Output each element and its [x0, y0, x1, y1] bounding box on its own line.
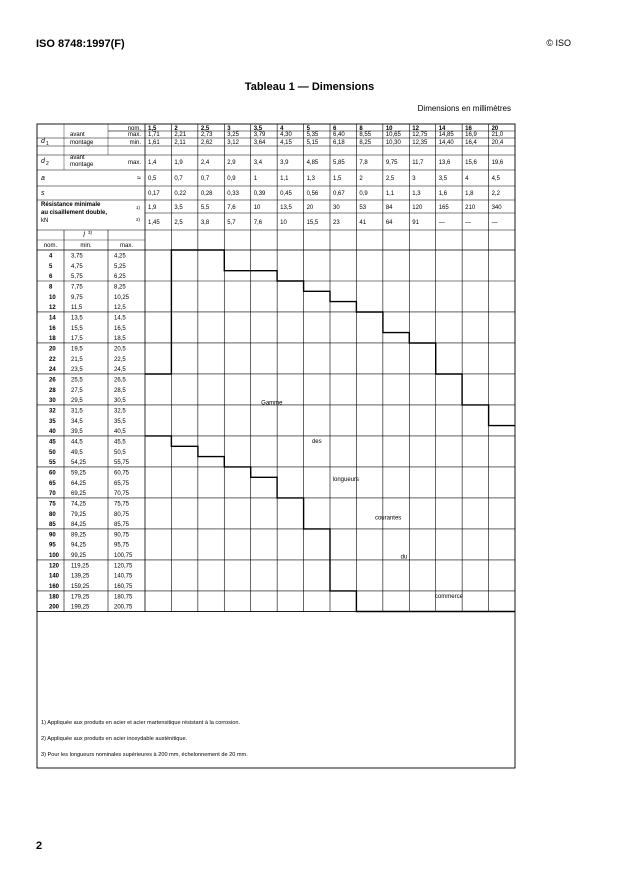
a-value: 2,5	[385, 176, 395, 182]
a-value: 0,5	[148, 176, 157, 182]
length-nom: 95	[49, 542, 56, 549]
s-value: 0,9	[359, 191, 368, 197]
shear-label: kN	[41, 218, 49, 224]
d2-max-value: 19,6	[491, 160, 504, 166]
length-min: 79,25	[71, 511, 87, 518]
length-min: 84,25	[71, 522, 87, 529]
length-min: 119,25	[71, 563, 89, 570]
d1-max-value: 3,25	[227, 132, 239, 138]
d1-max-value: 5,35	[306, 132, 319, 138]
d2-phase: montage	[70, 162, 94, 168]
d2-max-value: 2,4	[200, 160, 210, 166]
a-symbol: a	[41, 175, 45, 182]
a-value: 1,1	[280, 176, 289, 182]
length-max: 80,75	[114, 511, 130, 518]
footnote: 1) Appliquée aux produits en acier et acier martensitique résistant à la corrosion.	[41, 720, 240, 726]
nominal-size: 3,5	[253, 126, 263, 132]
range-word: des	[311, 438, 322, 445]
length-min: 59,25	[71, 470, 87, 477]
length-nom: 30	[49, 398, 56, 405]
length-nom: 4	[49, 253, 53, 260]
length-max: 35,5	[114, 418, 126, 425]
length-nom: 12	[49, 305, 56, 312]
length-max: 18,5	[114, 336, 126, 343]
d1-min-value: 14,40	[438, 140, 454, 146]
length-min: 139,25	[71, 573, 90, 580]
l-min-label: min.	[80, 243, 92, 249]
shear-value: 10	[280, 220, 287, 226]
length-min: 4,75	[71, 263, 83, 270]
d2-max-value: 15,6	[465, 160, 477, 166]
d2-max-value: 4,85	[306, 160, 319, 166]
length-nom: 32	[49, 408, 56, 415]
nominal-size: 4	[280, 126, 284, 132]
length-min: 17,5	[71, 336, 83, 343]
shear-value: 7,6	[253, 220, 263, 226]
length-max: 22,5	[114, 356, 126, 363]
d1-min-value: 3,12	[227, 140, 239, 146]
d1-phase: avant	[70, 132, 85, 138]
length-nom: 5	[49, 263, 53, 270]
s-value: 0,28	[200, 191, 213, 197]
s-value: 0,67	[333, 191, 345, 197]
length-nom: 180	[49, 594, 60, 601]
d1-min-value: 10,30	[385, 140, 401, 146]
length-max: 20,5	[114, 346, 126, 353]
shear-value: 84	[385, 205, 393, 211]
length-max: 12,5	[114, 305, 126, 312]
footnote: 3) Pour les longueurs nominales supérieures à 200 mm, échelonnement de 20 mm.	[41, 752, 248, 758]
d1-max-value: 4,30	[280, 132, 292, 138]
d1-symbol-sub: 1	[46, 141, 49, 147]
length-max: 55,75	[114, 460, 130, 467]
length-nom: 18	[49, 336, 56, 343]
shear-value: 91	[412, 220, 419, 226]
length-max: 50,5	[114, 449, 126, 456]
shear-value: 2,5	[174, 220, 183, 226]
length-min: 179,25	[71, 594, 90, 601]
length-nom: 10	[49, 294, 56, 301]
length-min: 23,5	[71, 367, 83, 374]
a-value: 0,9	[227, 176, 236, 182]
length-nom: 20	[49, 346, 56, 353]
nominal-size: 2	[174, 126, 178, 132]
shear-value: 3,5	[174, 205, 183, 211]
length-max: 14,5	[114, 315, 126, 322]
shear-value: 13,5	[280, 205, 292, 211]
shear-label: au cisaillement double,	[41, 210, 108, 216]
s-value: 0,22	[174, 191, 187, 197]
length-min: 64,25	[71, 480, 87, 487]
length-min: 3,75	[71, 253, 83, 260]
length-nom: 24	[49, 367, 56, 374]
a-value: 3,5	[438, 176, 448, 182]
length-nom: 22	[49, 356, 56, 363]
d2-max-value: 1,4	[148, 160, 157, 166]
l-nom-label: nom.	[43, 243, 58, 249]
length-min: 27,5	[71, 387, 83, 394]
d1-max-label: max.	[127, 132, 141, 138]
nominal-size: 20	[491, 126, 499, 132]
d1-symbol: d	[41, 138, 45, 145]
length-max: 140,75	[114, 573, 133, 580]
d1-min-value: 2,11	[174, 140, 186, 146]
length-nom: 16	[49, 325, 56, 332]
length-max: 120,75	[114, 563, 133, 570]
d1-max-value: 3,79	[253, 132, 266, 138]
d1-min-value: 4,15	[280, 140, 292, 146]
units-note: Dimensions en millimètres	[417, 104, 511, 113]
d1-phase: montage	[70, 140, 94, 146]
s-value: 0,45	[280, 191, 292, 197]
d2-max-value: 3,4	[253, 160, 263, 166]
length-max: 40,5	[114, 429, 126, 436]
length-nom: 26	[49, 377, 56, 384]
length-min: 5,75	[71, 274, 83, 281]
length-min: 159,25	[71, 584, 90, 591]
range-word: Gamme	[261, 400, 283, 407]
length-min: 54,25	[71, 460, 87, 467]
length-nom: 75	[49, 501, 56, 508]
d1-max-value: 14,85	[438, 132, 454, 138]
d1-min-value: 1,61	[148, 140, 160, 146]
length-nom: 50	[49, 449, 56, 456]
range-word: du	[400, 554, 408, 561]
length-min: 89,25	[71, 532, 87, 539]
a-value: 2	[359, 176, 363, 182]
length-max: 26,5	[114, 377, 126, 384]
d1-max-value: 2,21	[174, 132, 187, 138]
length-max: 5,25	[114, 263, 126, 270]
a-value: 4,5	[491, 176, 500, 182]
nominal-size: 2,5	[200, 126, 210, 132]
length-nom: 100	[49, 553, 60, 560]
range-word: commerce	[434, 593, 463, 600]
length-nom: 8	[49, 284, 53, 291]
s-value: 2,2	[491, 191, 500, 197]
d1-min-value: 2,62	[200, 140, 213, 146]
length-min: 99,25	[71, 553, 87, 560]
length-min: 15,5	[71, 325, 83, 332]
footnote: 2) Appliquée aux produits en acier inoxydable austénitique.	[41, 736, 188, 742]
s-value: 1,6	[438, 191, 448, 197]
shear-value: 1,45	[148, 220, 160, 226]
shear-value: 120	[412, 205, 423, 211]
range-lower-boundary	[145, 436, 515, 612]
d2-phase: avant	[70, 155, 85, 161]
shear-value: 5,7	[227, 220, 236, 226]
d1-max-value: 16,9	[465, 132, 477, 138]
d1-min-label: min.	[129, 140, 141, 146]
length-max: 180,75	[114, 594, 133, 601]
shear-value: —	[465, 220, 472, 226]
shear-note: 2)	[135, 217, 140, 222]
length-max: 65,75	[114, 480, 130, 487]
shear-value: 165	[438, 205, 449, 211]
nominal-size: 5	[306, 126, 310, 132]
s-value: 1,3	[412, 191, 421, 197]
length-max: 95,75	[114, 542, 130, 549]
a-value: 1,3	[306, 176, 315, 182]
nominal-size: 10	[385, 126, 393, 132]
length-min: 44,5	[71, 439, 83, 446]
d2-symbol: d	[41, 158, 45, 165]
shear-value: —	[438, 220, 445, 226]
length-max: 32,5	[114, 408, 126, 415]
length-nom: 35	[49, 418, 56, 425]
d1-min-value: 12,35	[412, 140, 428, 146]
range-upper-boundary	[145, 250, 515, 426]
length-nom: 55	[49, 460, 56, 467]
nominal-size: 8	[359, 126, 363, 132]
d1-max-value: 1,71	[148, 132, 160, 138]
range-word: courantes	[374, 515, 402, 522]
length-min: 11,5	[71, 305, 83, 312]
length-nom: 14	[49, 315, 56, 322]
shear-label: Résistance minimale	[41, 202, 101, 208]
a-value: 0,7	[174, 176, 183, 182]
length-nom: 85	[49, 522, 56, 529]
nominal-size: 12	[412, 126, 419, 132]
length-nom: 120	[49, 563, 60, 570]
length-min: 7,75	[71, 284, 83, 291]
l-max-label: max.	[119, 243, 134, 249]
shear-value: 10	[253, 205, 261, 211]
d2-max-value: 1,9	[174, 160, 183, 166]
length-nom: 45	[49, 439, 56, 446]
d1-max-value: 10,65	[385, 132, 401, 138]
a-value: 0,7	[200, 176, 210, 182]
length-max: 28,5	[114, 387, 126, 394]
length-max: 10,25	[114, 294, 130, 301]
shear-value: 3,8	[200, 220, 210, 226]
a-value: 1,5	[333, 176, 342, 182]
a-value: 1	[253, 176, 258, 182]
shear-value: —	[491, 220, 498, 226]
d2-max-value: 7,8	[359, 160, 368, 166]
s-value: 1,1	[385, 191, 395, 197]
l-symbol: l	[83, 232, 85, 239]
d2-max-value: 5,85	[333, 160, 345, 166]
table-title: Tableau 1 — Dimensions	[244, 81, 375, 93]
s-value: 0,39	[253, 191, 266, 197]
d2-max-value: 2,9	[227, 160, 236, 166]
nominal-size: 16	[465, 126, 472, 132]
length-nom: 80	[49, 511, 56, 518]
shear-value: 53	[359, 205, 367, 211]
length-max: 75,75	[114, 501, 130, 508]
d1-min-value: 20,4	[491, 140, 504, 146]
d2-max-value: 9,75	[385, 160, 398, 166]
length-max: 100,75	[114, 553, 133, 560]
length-min: 39,5	[71, 429, 83, 436]
length-max: 8,25	[114, 284, 126, 291]
d1-min-value: 8,25	[359, 140, 372, 146]
page-number: 2	[36, 840, 43, 852]
length-nom: 60	[49, 470, 56, 477]
length-max: 90,75	[114, 532, 130, 539]
d1-max-value: 12,75	[412, 132, 428, 138]
shear-value: 5,5	[200, 205, 210, 211]
shear-value: 20	[306, 205, 314, 211]
d1-max-value: 6,40	[333, 132, 345, 138]
d1-max-value: 2,73	[200, 132, 213, 138]
nom-label: nom.	[127, 126, 141, 132]
copyright: © ISO	[546, 38, 571, 48]
d2-max-value: 13,6	[438, 160, 451, 166]
s-symbol: s	[41, 190, 45, 197]
table-frame	[37, 124, 515, 768]
length-min: 13,5	[71, 315, 83, 322]
length-max: 200,75	[114, 604, 133, 611]
d1-min-value: 16,4	[465, 140, 477, 146]
length-nom: 140	[49, 573, 60, 580]
length-nom: 65	[49, 480, 56, 487]
shear-value: 340	[491, 205, 502, 211]
length-max: 6,25	[114, 274, 126, 281]
s-value: 0,33	[227, 191, 239, 197]
length-max: 16,5	[114, 325, 126, 332]
d1-max-value: 21,0	[491, 132, 504, 138]
s-value: 1,8	[465, 191, 474, 197]
length-max: 24,5	[114, 367, 126, 374]
shear-value: 64	[385, 220, 393, 226]
d1-min-value: 5,15	[306, 140, 319, 146]
d2-max-value: 11,7	[412, 160, 424, 166]
a-value: 3	[412, 176, 416, 182]
nominal-size: 1,5	[148, 126, 157, 132]
length-max: 70,75	[114, 491, 130, 498]
length-nom: 160	[49, 584, 60, 591]
shear-note: 1)	[135, 205, 140, 210]
nominal-size: 14	[438, 126, 446, 132]
shear-value: 30	[333, 205, 340, 211]
shear-value: 7,6	[227, 205, 236, 211]
length-min: 34,5	[71, 418, 83, 425]
nominal-size: 3	[227, 126, 231, 132]
length-nom: 40	[49, 429, 56, 436]
shear-value: 1,9	[148, 205, 157, 211]
a-value: 4	[465, 176, 469, 182]
length-max: 85,75	[114, 522, 130, 529]
s-value: 0,17	[148, 191, 160, 197]
length-max: 160,75	[114, 584, 133, 591]
length-min: 29,5	[71, 398, 83, 405]
length-max: 45,5	[114, 439, 126, 446]
length-min: 74,25	[71, 501, 87, 508]
d2-symbol-sub: 2	[46, 161, 49, 167]
shear-value: 210	[465, 205, 476, 211]
a-tolerance: ≈	[137, 175, 141, 182]
length-min: 69,25	[71, 491, 87, 498]
range-word: longueurs	[332, 477, 360, 484]
s-value: 0,56	[306, 191, 319, 197]
length-nom: 90	[49, 532, 56, 539]
length-min: 49,5	[71, 449, 83, 456]
shear-value: 41	[359, 220, 367, 226]
length-max: 30,5	[114, 398, 126, 405]
d1-max-value: 8,55	[359, 132, 372, 138]
d1-min-value: 6,18	[333, 140, 345, 146]
d2-max-label: max.	[127, 160, 141, 166]
length-min: 19,5	[71, 346, 83, 353]
l-note: 3)	[88, 230, 93, 235]
d1-min-value: 3,64	[253, 140, 266, 146]
length-nom: 70	[49, 491, 56, 498]
nominal-size: 6	[333, 126, 337, 132]
length-max: 4,25	[114, 253, 126, 260]
length-min: 21,5	[71, 356, 83, 363]
length-min: 199,25	[71, 604, 90, 611]
document-reference: ISO 8748:1997(F)	[36, 38, 125, 50]
length-nom: 6	[49, 274, 53, 281]
shear-value: 23	[333, 220, 340, 226]
d2-max-value: 3,9	[280, 160, 289, 166]
length-nom: 200	[49, 604, 60, 611]
length-min: 94,25	[71, 542, 87, 549]
shear-value: 15,5	[306, 220, 319, 226]
length-min: 9,75	[71, 294, 83, 301]
length-nom: 28	[49, 387, 56, 394]
length-min: 25,5	[71, 377, 83, 384]
length-min: 31,5	[71, 408, 83, 415]
length-max: 60,75	[114, 470, 130, 477]
